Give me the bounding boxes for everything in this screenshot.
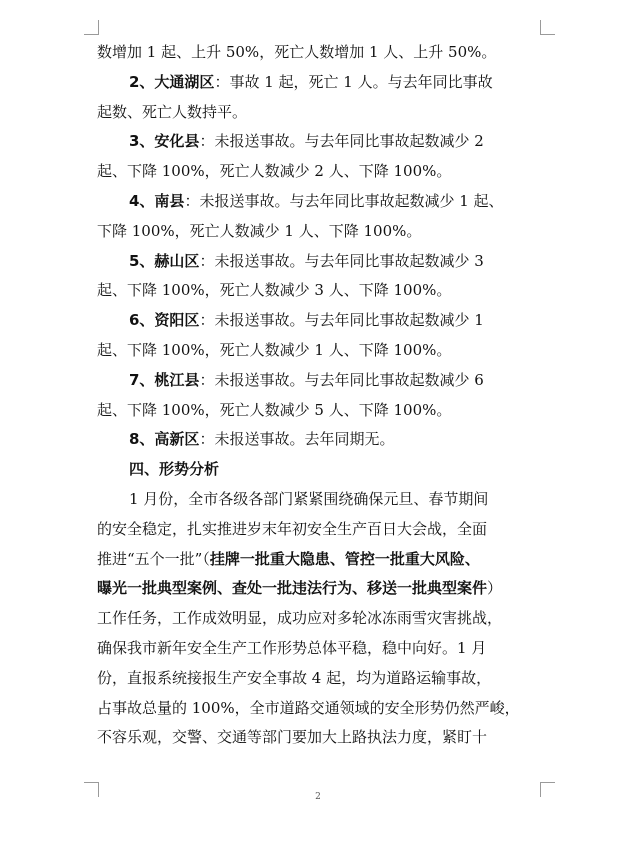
text-run: 确保我市新年安全生产工作形势总体平稳，稳中向好。1 月: [97, 638, 487, 657]
text-line: [97, 247, 545, 277]
text-line: [97, 396, 545, 426]
text-line: [97, 336, 545, 366]
text-run: 起、下降 100%，死亡人数减少 5 人、下降 100%。: [97, 400, 452, 419]
text-line: [97, 515, 545, 545]
text-run: ：未报送事故。去年同期无。: [199, 430, 395, 449]
page-number: 2: [315, 792, 321, 802]
crop-mark-top-right: [540, 20, 555, 35]
text-run: 工作任务，工作成效明显，成功应对多轮冰冻雨雪灾害挑战，: [97, 609, 503, 628]
text-run: ：未报送事故。与去年同比事故起数减少 3: [199, 251, 484, 270]
bold-text: 8、高新区: [129, 430, 200, 449]
text-run: 的安全稳定，扎实推进岁末年初安全生产百日大会战，全面: [97, 519, 488, 538]
bold-text: 四、形势分析: [129, 460, 220, 479]
bold-text: 6、资阳区: [129, 311, 200, 330]
text-run: 下降 100%，死亡人数减少 1 人、下降 100%。: [97, 221, 422, 240]
text-line: [97, 68, 545, 98]
text-run: 不容乐观，交警、交通等部门要加大上路执法力度，紧盯十: [97, 728, 488, 747]
text-run: ：未报送事故。与去年同比事故起数减少 6: [199, 370, 484, 389]
text-run: 推进“五个一批”（: [97, 549, 210, 568]
text-line: [97, 455, 545, 485]
text-run: 起、下降 100%，死亡人数减少 3 人、下降 100%。: [97, 281, 452, 300]
text-line: [97, 664, 545, 694]
text-line: [97, 604, 545, 634]
text-line: [97, 545, 545, 575]
text-line: [97, 38, 545, 68]
text-run: ：事故 1 起，死亡 1 人。与去年同比事故: [214, 72, 493, 91]
text-line: [97, 276, 545, 306]
text-line: [97, 98, 545, 128]
text-run: ：未报送事故。与去年同比事故起数减少 2: [199, 132, 484, 151]
text-run: ：未报送事故。与去年同比事故起数减少 1: [199, 311, 484, 330]
text-line: [97, 306, 545, 336]
bold-text: 2、大通湖区: [129, 72, 215, 91]
text-run: 占事故总量的 100%，全市道路交通领域的安全形势仍然严峻，: [97, 698, 520, 717]
text-run: 份，直报系统接报生产安全事故 4 起，均为道路运输事故，: [97, 668, 492, 687]
bold-text: 5、赫山区: [129, 251, 200, 270]
text-run: ）: [487, 579, 503, 598]
text-run: 起数、死亡人数持平。: [97, 102, 248, 121]
text-run: 起、下降 100%，死亡人数减少 1 人、下降 100%。: [97, 340, 452, 359]
bold-text: 4、南县: [129, 191, 185, 210]
text-run: 起、下降 100%，死亡人数减少 2 人、下降 100%。: [97, 162, 452, 181]
text-line: [97, 485, 545, 515]
text-line: [97, 366, 545, 396]
text-line: [97, 634, 545, 664]
text-line: [97, 723, 545, 753]
text-line: [97, 694, 545, 724]
text-line: [97, 157, 545, 187]
text-line: [97, 187, 545, 217]
bold-text: 曝光一批典型案例、查处一批违法行为、移送一批典型案件: [97, 579, 488, 598]
text-run: ：未报送事故。与去年同比事故起数减少 1 起、: [184, 191, 504, 210]
bold-text: 3、安化县: [129, 132, 200, 151]
text-line: [97, 425, 545, 455]
bold-text: 挂牌一批重大隐患、管控一批重大风险、: [209, 549, 480, 568]
crop-mark-top-left: [84, 20, 99, 35]
text-line: [97, 574, 545, 604]
text-line: [97, 217, 545, 247]
bold-text: 7、桃江县: [129, 370, 200, 389]
document-body: [97, 38, 545, 753]
text-line: [97, 127, 545, 157]
text-run: 数增加 1 起、上升 50%，死亡人数增加 1 人、上升 50%。: [97, 43, 497, 61]
text-run: 1 月份，全市各级各部门紧紧围绕确保元旦、春节期间: [129, 489, 489, 508]
